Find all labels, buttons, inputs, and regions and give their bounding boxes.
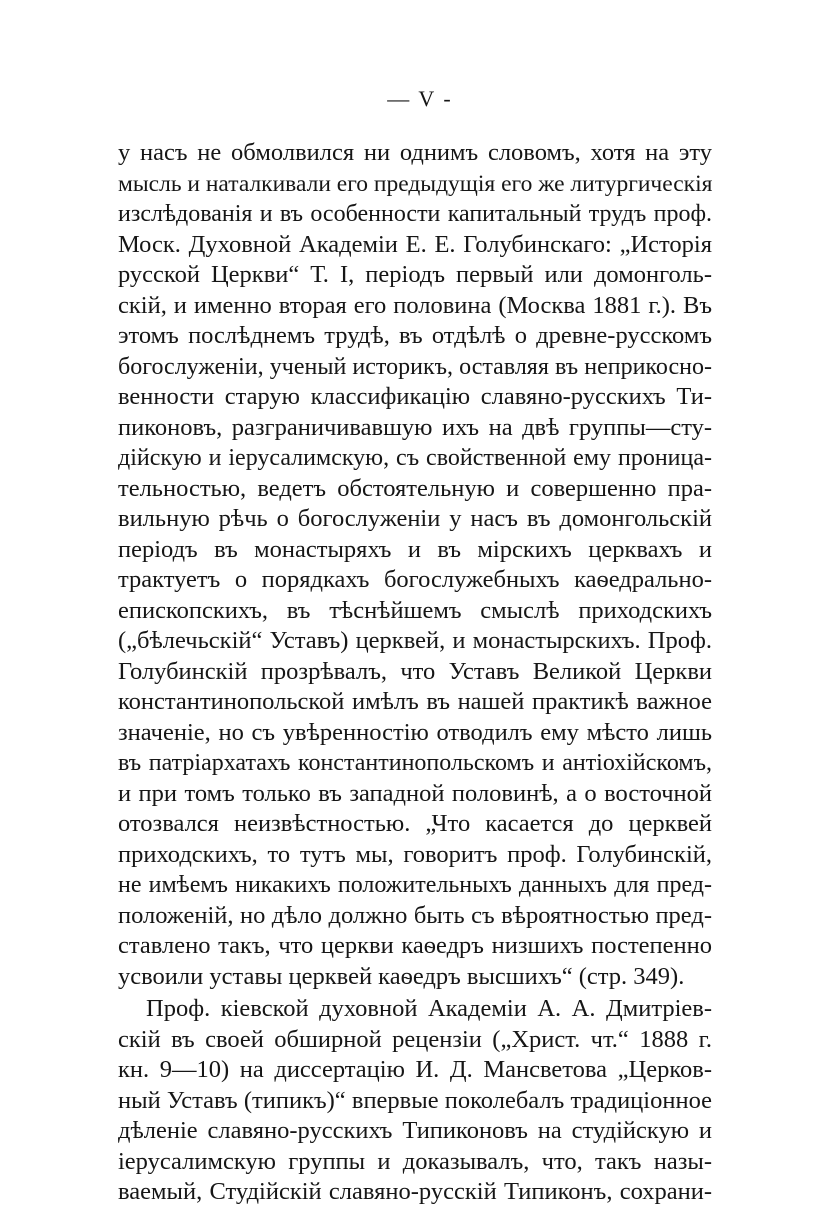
- text-line: трактуетъ о порядкахъ богослужебныхъ каѳедрально-: [118, 566, 712, 593]
- text-line: въ патріархатахъ константинопольскомъ и антіохійскомъ,: [118, 750, 712, 776]
- text-line: богослуженіи, ученый историкъ, оставляя въ неприкосно-: [118, 353, 712, 380]
- page-number: — V -: [387, 86, 453, 111]
- text-line: Моск. Духовной Академіи Е. Е. Голубинскаго: „Исторія: [118, 230, 712, 258]
- text-block: [118, 138, 712, 1208]
- text-line: не имѣемъ никакихъ положительныхъ данныхъ для пред-: [118, 872, 712, 898]
- text-line: епископскихъ, въ тѣснѣйшемъ смыслѣ приходскихъ: [118, 596, 712, 624]
- text-line: Проф. кіевской духовной Академіи А. А. Дмитріев-: [146, 995, 712, 1022]
- text-line: изслѣдованія и въ особенности капитальный трудъ проф.: [118, 201, 712, 227]
- text-line: у насъ не обмолвился ни однимъ словомъ, хотя на эту: [118, 139, 712, 166]
- text-line: кн. 9—10) на диссертацію И. Д. Мансветова „Церков-: [118, 1056, 712, 1083]
- text-line: значеніе, но съ увѣренностію отводилъ ему мѣсто лишь: [118, 718, 712, 746]
- text-line: константинопольской имѣлъ въ нашей практикѣ важное: [118, 688, 712, 715]
- paragraph-1: [118, 138, 712, 992]
- paragraph-2: [118, 994, 712, 1208]
- text-line: ваемый, Студійскій славяно-русскій Типиконъ, сохрани-: [118, 1178, 712, 1205]
- text-line: дѣленіе славяно-русскихъ Типиконовъ на студійскую и: [118, 1117, 712, 1144]
- text-line: приходскихъ, то тутъ мы, говоритъ проф. Голубинскій,: [118, 840, 712, 868]
- text-line: этомъ послѣднемъ трудѣ, въ отдѣлѣ о древне-русскомъ: [118, 322, 712, 349]
- text-line: отозвался неизвѣстностью. „Что касается до церквей: [118, 810, 712, 837]
- text-line: скій, и именно вторая его половина (Москва 1881 г.). Въ: [118, 291, 712, 319]
- text-line: вильную рѣчь о богослуженіи у насъ въ домонгольскій: [118, 505, 712, 532]
- text-line: усвоили уставы церквей каѳедръ высшихъ“ (стр. 349).: [118, 962, 685, 990]
- text-line: іерусалимскую группы и доказывалъ, что, такъ назы-: [118, 1147, 712, 1175]
- text-line: венности старую классификацію славяно-русскихъ Ти-: [118, 383, 712, 410]
- text-line: Голубинскій прозрѣвалъ, что Уставъ Великой Церкви: [118, 657, 712, 685]
- text-line: („бѣлечьскій“ Уставъ) церквей, и монастырскихъ. Проф.: [118, 627, 712, 654]
- text-line: и при томъ только въ западной половинѣ, а о восточной: [118, 779, 712, 807]
- text-line: періодъ въ монастыряхъ и въ мірскихъ церквахъ и: [118, 535, 712, 563]
- text-line: пиконовъ, разграничивавшую ихъ на двѣ группы—сту-: [118, 413, 712, 441]
- text-line: мысль и наталкивали его предыдущія его же литургическія: [118, 170, 713, 197]
- text-line: положеній, но дѣло должно быть съ вѣроятностью пред-: [118, 901, 712, 929]
- text-line: русской Церкви“ Т. I, періодъ первый или домонголь-: [118, 261, 712, 288]
- text-line: ный Уставъ (типикъ)“ впервые поколебалъ традиціонное: [118, 1086, 712, 1114]
- text-line: скій въ своей обширной рецензіи („Христ. чт.“ 1888 г.: [118, 1025, 712, 1053]
- text-line: ставлено такъ, что церкви каѳедръ низшихъ постепенно: [118, 932, 712, 959]
- text-line: тельностью, ведетъ обстоятельную и совершенно пра-: [118, 474, 712, 502]
- text-line: дійскую и іерусалимскую, съ свойственной ему проница-: [118, 445, 712, 471]
